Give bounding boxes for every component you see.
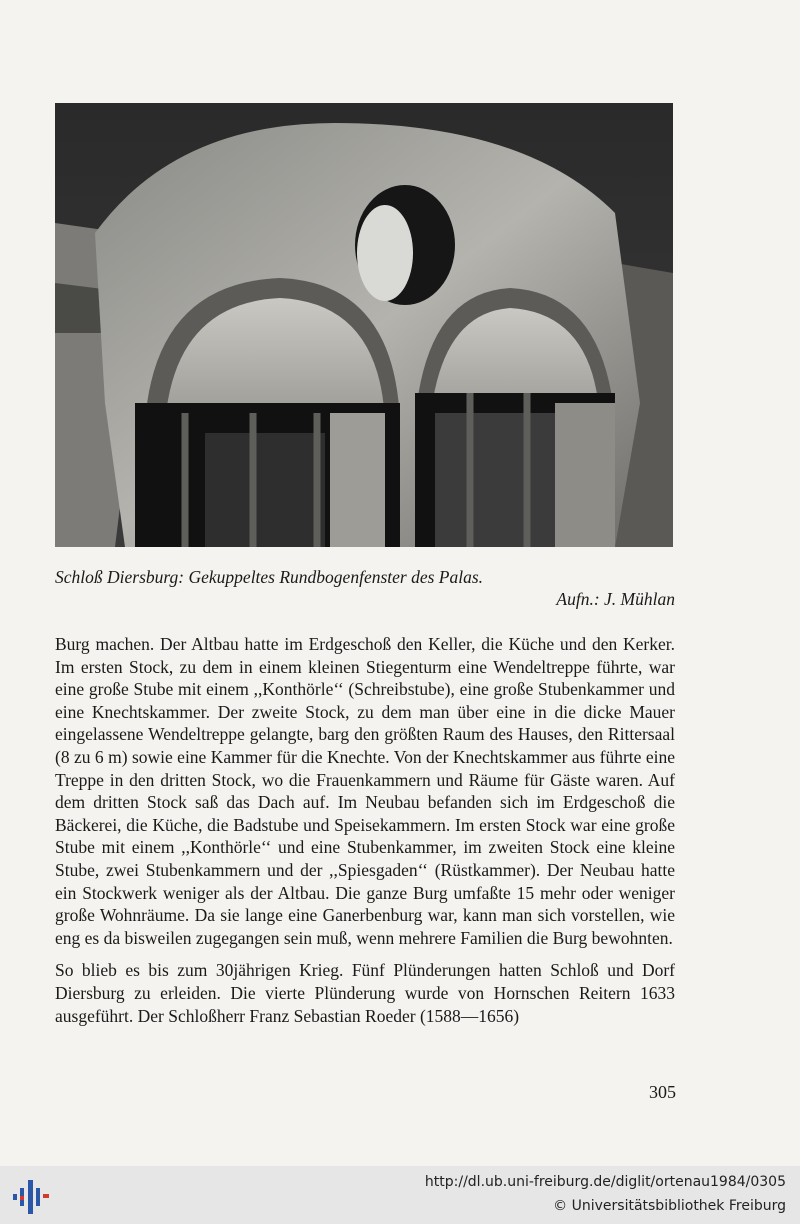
paragraph: Burg machen. Der Altbau hatte im Erdgeschoß den Keller, die Küche und den Kerker. Im ersten Stock, zu dem in einem kleinen Stiegenturm eine Wendeltreppe führte, war eine große Stube mit einem ,,Konthörle‘‘ (Schreibstube), eine große Stubenkammer und eine Knechtskammer. Der zweite Stock, zu dem man über eine in die dicke Mauer eingelassene Wendeltreppe gelangte, barg den größten Raum des Hauses, den Rittersaal (8 zu 6 m) sowie eine Kammer für die Knechte. Von der Knechtskammer aus führte eine Treppe in den dritten Stock, wo die Frauenkammern und Räume für Gäste waren. Auf dem dritten Stock saß das Dach auf. Im Neubau befanden sich im Erdgeschoß die Bäckerei, die Küche, die Badstube und Speisekammern. Im ersten Stock war eine große Stube mit einem ,,Konthörle‘‘ und eine Stubenkammer, im zweiten Stock eine kleine Stube, zwei Stubenkammern und der ,,Spiesgaden‘‘ (Rüstkammer). Der Neubau hatte ein Stockwerk weniger als der Altbau. Die ganze Burg umfaßte 15 mehr oder weniger große Wohnräume. Da sie lange eine Ganerbenburg war, kann man sich vorstellen, wie eng es da bisweilen zugegangen sein muß, wenn mehrere Familien die Burg bewohnten. (55, 634, 675, 948)
copyright-notice: © Universitätsbibliothek Freiburg (553, 1198, 786, 1214)
article-body (55, 633, 675, 1027)
photo-caption (55, 566, 675, 610)
document-url-link[interactable]: http://dl.ub.uni-freiburg.de/diglit/ortenau1984/0305 (424, 1174, 786, 1190)
castle-window-photo (55, 103, 673, 547)
caption-title: Schloß Diersburg: Gekuppeltes Rundbogenfenster des Palas. (55, 567, 484, 587)
page-number: 305 (649, 1082, 676, 1102)
paragraph: So blieb es bis zum 30jährigen Krieg. Fünf Plünderungen hatten Schloß und Dorf Diersburg zu erleiden. Die vierte Plünderung wurde von Hornschen Reitern 1633 ausgeführt. Der Schloßherr Franz Sebastian Roeder (1588—1656) (55, 960, 675, 1026)
caption-credit: Aufn.: J. Mühlan (556, 589, 675, 609)
library-footer (0, 1166, 800, 1224)
ub-freiburg-logo-icon (10, 1176, 52, 1216)
